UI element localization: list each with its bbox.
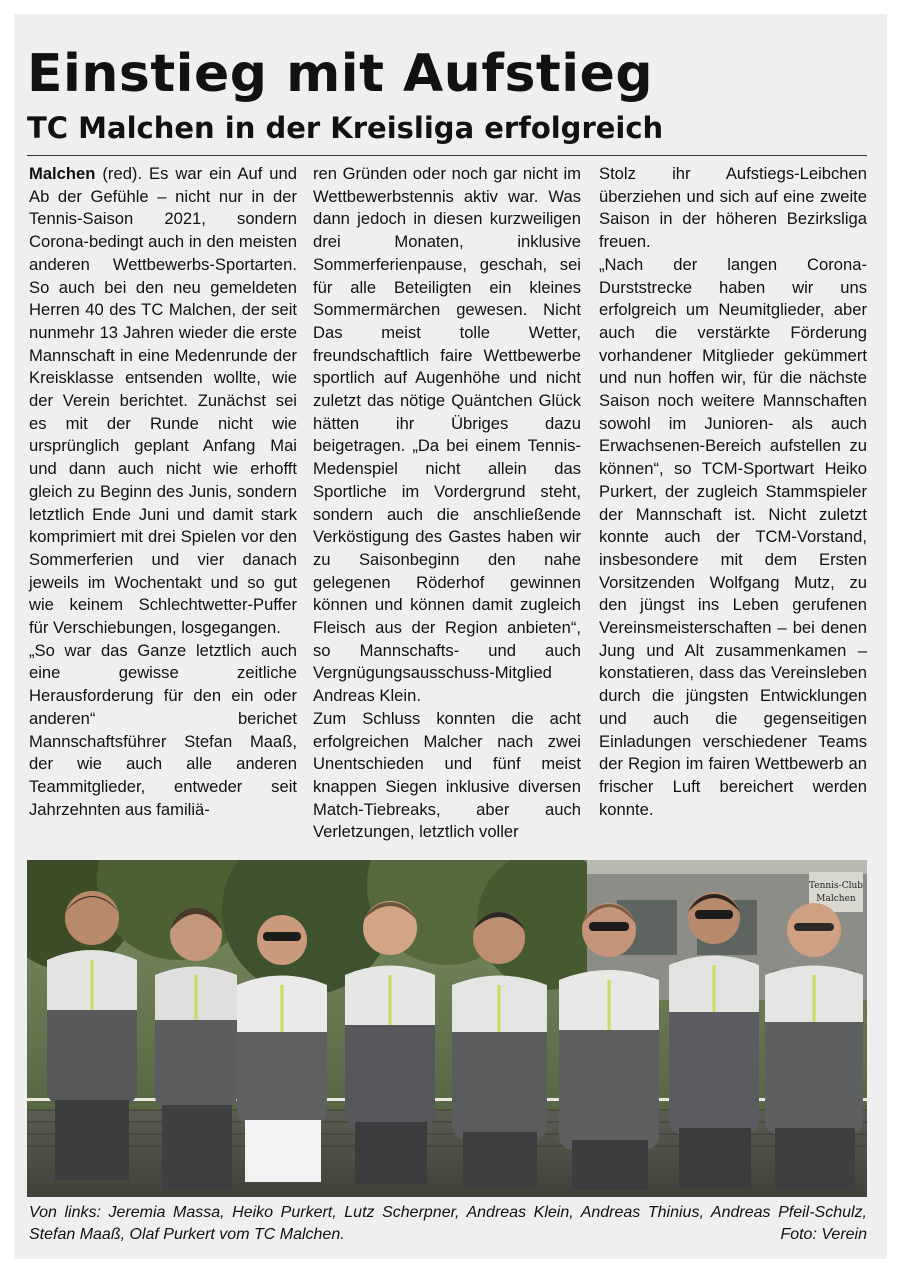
article-column-3 (599, 163, 867, 821)
team-photo-illustration (27, 860, 867, 1197)
article-column-1 (29, 163, 297, 821)
headline-rule (27, 155, 867, 156)
paragraph (29, 163, 297, 640)
dateline: Malchen (29, 164, 96, 183)
paragraph: Zum Schluss konnten die acht erfolgreichen Malcher nach zwei Unentschieden und fünf meist knappen Siegen inklusive diversen Match-Tiebreaks, aber auch Verletzungen, letztlich voller (313, 708, 581, 842)
club-sign-line1: Tennis-Club (808, 881, 864, 891)
photo-credit: Foto: Verein (780, 1226, 867, 1243)
team-photo (27, 860, 867, 1197)
newspaper-page (14, 14, 887, 1259)
article-column-2 (313, 163, 581, 844)
paragraph: „So war das Ganze letztlich auch eine gewisse zeitliche Herausforderung für den ein oder anderen“ berichet Mannschaftsführer Stefan Maaß, der wie auch alle anderen Teammitglieder, entweder seit Jahrzehnten aus familiä- (29, 640, 297, 819)
headline: Einstieg mit Aufstieg (27, 44, 654, 104)
photo-caption (29, 1202, 867, 1246)
paragraph: Stolz ihr Aufstiegs-Leibchen überziehen und sich auf eine zweite Saison in der höheren Bezirksliga freuen. (599, 164, 867, 252)
caption-text: Von links: Jeremia Massa, Heiko Purkert, Lutz Scherpner, Andreas Klein, Andreas Thinius, Andreas Pfeil-Schulz, Stefan Maaß, Olaf Purkert vom TC Malchen. (29, 1204, 867, 1243)
subheadline: TC Malchen in der Kreisliga erfolgreich (27, 111, 664, 145)
paragraph-text: (red). Es war ein Auf und Ab der Gefühle – nicht nur in der Tennis-Saison 2021, sondern Corona-bedingt auch in den meisten anderen Wettbewerbs-Sportarten. So auch bei den neu gemeldeten Herren 40 des TC Malchen, der seit nunmehr 13 Jahren wieder die erste Mannschaft in eine Medenrunde der Kreisklasse entsenden wollte, wie der Verein berichtet. Zunächst sei es mit der Runde nicht wie ursprünglich geplant Anfang Mai und dann auch nicht wie erhofft gleich zu Beginn des Junis, sondern letztlich Ende Juni und damit stark komprimiert mit drei Spielen vor den Sommerferien und vier danach jeweils im Wochentakt und so gut wie keinem Schlechtwetter-Puffer für Verschiebungen, losgegangen. (29, 164, 297, 638)
paragraph: „Nach der langen Corona-Durststrecke haben wir uns erfolgreich um Neumitglieder, aber auch die verstärkte Förderung vorhandener Mitglieder gekümmert und nun hoffen wir, für die nächste Saison noch weitere Mannschaften sowohl im Junioren- als auch Erwachsenen-Bereich aufstellen zu können“, so TCM-Sportwart Heiko Purkert, der zugleich Stammspieler der Mannschaft ist. Nicht zuletzt konnte auch der TCM-Vorstand, insbesondere mit dem Ersten Vorsitzenden Wolfgang Mutz, zu den jüngst ins Leben gerufenen Vereinsmeisterschaften – bei denen Jung und Alt zusammenkamen – konstatieren, dass das Vereinsleben durch die jüngsten Entwicklungen und auch die gegenseitigen Einladungen verschiedener Teams der Region im fairen Wettbewerb an frischer Luft bereichert werden konnte. (599, 254, 867, 819)
paragraph: ren Gründen oder noch gar nicht im Wettbewerbstennis aktiv war. Was dann jedoch in diesen kurzweiligen drei Monaten, inklusive Sommerferienpause, geschah, sei für alle Beteiligten ein kleines Sommermärchen gewesen. Nicht Das meist tolle Wetter, freundschaftlich faire Wettbewerbe sportlich auf Augenhöhe und nicht zuletzt das nötige Quäntchen Glück hätten ihr Übriges dazu beigetragen. „Da bei einem Tennis-Medenspiel nicht allein das Sportliche im Vordergrund steht, sondern auch die anschließende Verköstigung des Gastes haben wir zu Saisonbeginn den nahe gelegenen Röderhof gewinnen können und können damit zugleich Fleisch aus der Region anbieten“, so Mannschafts- und auch Vergnügungsausschuss-Mitglied Andreas Klein. (313, 164, 581, 706)
club-sign-line2: Malchen (816, 894, 856, 904)
